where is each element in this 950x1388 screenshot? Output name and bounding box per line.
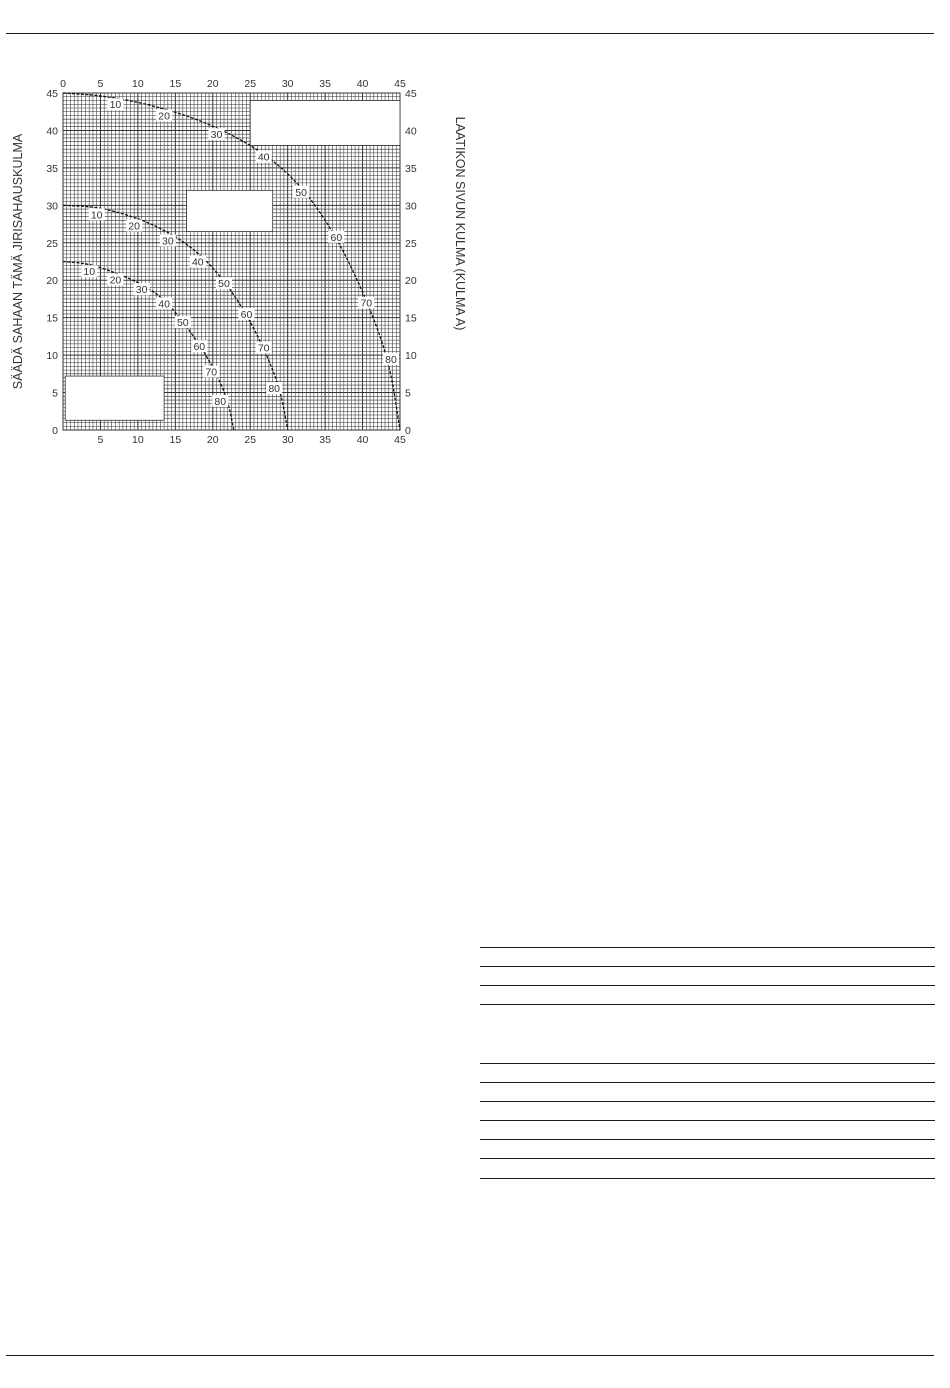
y-tick-right: 0 [405,425,411,437]
blank-box [250,100,400,145]
curve-label: 80 [268,383,281,396]
y-axis-label-left: SÄÄDÄ SAHAAN TÄMÄ JIRISAHAUSKULMA [11,133,25,390]
form-line [480,1082,935,1083]
blank-box [187,190,273,231]
x-tick-top: 35 [319,78,331,90]
y-tick-left: 15 [46,312,58,325]
y-tick-left: 25 [46,237,58,250]
curve-label: 30 [135,284,148,297]
y-tick-right: 15 [405,312,417,325]
form-line [480,985,935,986]
form-lines [480,940,935,1200]
y-tick-right: 20 [405,275,417,288]
curve-label: 70 [360,297,373,310]
x-tick-top: 15 [169,78,182,90]
form-line [480,966,935,967]
x-tick-top: 10 [132,78,144,90]
curve-label: 60 [240,308,253,321]
y-tick-left: 0 [52,425,58,437]
y-tick-left: 35 [46,162,58,175]
curve-label: 20 [128,220,140,233]
x-tick-top: 5 [97,78,104,90]
y-tick-right: 35 [405,162,417,175]
chart-svg [0,60,480,460]
x-tick-top: 25 [244,78,257,90]
y-tick-left: 45 [46,88,58,100]
form-line [480,1063,935,1064]
x-tick-top: 30 [281,78,294,90]
curve-label: 30 [162,235,174,248]
y-tick-left: 30 [46,200,58,213]
bottom-rule [6,1355,934,1356]
x-tick-bottom: 45 [394,434,406,446]
x-tick-bottom: 15 [169,434,182,446]
angle-chart [0,60,480,460]
x-tick-top: 20 [206,78,219,90]
x-tick-bottom: 5 [97,434,104,446]
curve-label: 70 [257,342,270,355]
curve-label: 40 [257,151,270,164]
y-tick-right: 40 [405,125,417,138]
x-tick-bottom: 35 [319,434,331,446]
y-tick-right: 25 [405,237,417,250]
curve-label: 20 [158,110,170,123]
x-tick-bottom: 30 [281,434,294,446]
form-line [480,1101,935,1102]
curve-label: 50 [295,186,307,199]
x-tick-top: 45 [394,78,406,90]
curve-label: 60 [193,341,206,354]
curve-label: 60 [330,231,343,244]
x-tick-bottom: 20 [206,434,219,446]
y-axis-label-right: LAATIKON SIVUN KULMA (KULMA A) [453,116,467,331]
y-tick-right: 5 [405,387,411,400]
form-line [480,1158,935,1159]
curve-label: 40 [191,256,204,269]
form-line [480,1139,935,1140]
form-line [480,1120,935,1121]
curve-label: 50 [176,317,189,330]
x-tick-bottom: 25 [244,434,257,446]
curve-label: 70 [205,366,218,379]
x-tick-top: 40 [356,78,369,90]
curve-label: 30 [210,129,223,142]
curve-label: 80 [385,353,397,366]
curve-label: 10 [109,99,122,112]
x-tick-bottom: 10 [132,434,144,446]
form-line [480,1178,935,1179]
y-tick-left: 20 [46,275,58,288]
curve-label: 50 [218,278,230,291]
curve-label: 10 [90,209,103,222]
y-tick-left: 40 [46,125,58,138]
form-line [480,947,935,948]
x-tick-top: 0 [60,78,66,90]
y-tick-left: 10 [46,350,58,363]
curve-label: 40 [158,298,170,311]
blank-box [65,376,164,420]
y-tick-right: 45 [405,88,417,100]
curve-label: 80 [214,395,227,408]
x-tick-bottom: 40 [356,434,369,446]
y-tick-left: 5 [52,387,58,400]
y-tick-right: 10 [405,350,417,363]
curve-label: 10 [83,266,96,279]
y-tick-right: 30 [405,200,417,213]
curve-label: 20 [109,274,122,287]
top-rule [6,33,934,34]
form-line [480,1004,935,1005]
